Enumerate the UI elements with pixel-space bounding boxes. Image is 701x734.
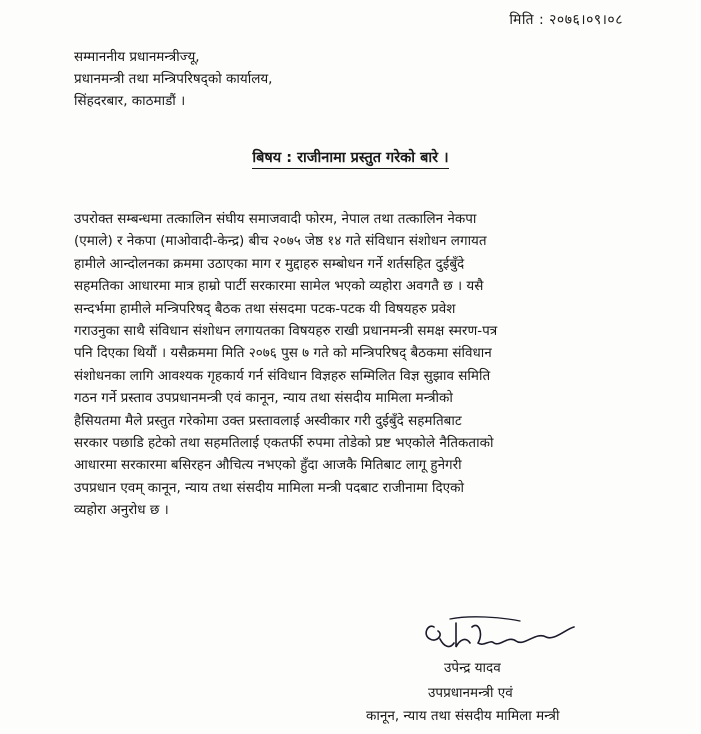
body-line: संशोधनका लागि आवश्यक गृहकार्य गर्न संविधान विज्ञहरु सम्मिलित विज्ञ सुझाव समिति [74,367,491,384]
body-line: सरकार पछाडि हटेको तथा सहमतिलाई एकतर्फी रुपमा तोडेको प्रष्ट भएकोले नैतिकताको [74,435,494,452]
body-line: हामीले आन्दोलनका क्रममा उठाएका माग र मुद्दाहरु सम्बोधन गर्ने शर्तसहित दुईबुँदे [74,255,465,272]
letter-body [74,208,650,522]
letter-date: मिति : २०७६।०९।०८ [509,12,623,28]
address-line: प्रधानमन्त्री तथा मन्त्रिपरिषद्को कार्यालय, [74,71,273,87]
address-line: सम्माननीय प्रधानमन्त्रीज्यू, [74,49,200,65]
signatory-name: उपेन्द्र यादव [444,660,501,676]
letter-subject [0,147,701,167]
signatory-title: उपप्रधानमन्त्री एवं [428,685,513,701]
body-line: हैसियतमा मैले प्रस्तुत गरेकोमा उक्त प्रस्तावलाई अस्वीकार गरी दुईबुँदे सहमतिबाट [74,412,462,429]
body-line: पनि दिएका थियौं । यसैक्रममा मिति २०७६ पुस ७ गते को मन्त्रिपरिषद् बैठकमा संविधान [74,345,492,362]
body-line: आधारमा सरकारमा बसिरहन औचित्य नभएको हुँदा आजकै मितिबाट लागू हुनेगरी [74,457,462,474]
address-line: सिंहदरबार, काठमाडौं । [74,93,186,109]
signatory-title: कानून, न्याय तथा संसदीय मामिला मन्त्री [366,708,560,724]
body-line: सहमतिका आधारमा मात्र हाम्रो पार्टी सरकारमा सामेल भएको व्यहोरा अवगतै छ । यसै [74,278,484,295]
body-line: उपप्रधान एवम् कानून, न्याय तथा संसदीय मामिला मन्त्री पदबाट राजीनामा दिएको [74,479,464,496]
subject-text: बिषय : राजीनामा प्रस्तुत गरेको बारे । [252,150,448,169]
recipient-address [74,46,272,112]
body-line: सन्दर्भमा हामीले मन्त्रिपरिषद् बैठक तथा संसदमा पटक-पटक यी विषयहरु प्रवेश [74,300,456,317]
body-line: (एमाले) र नेकपा (माओवादी-केन्द्र) बीच २०७५ जेष्ठ १४ गते संविधान संशोधन लगायत [74,233,487,250]
body-line: उपरोक्त सम्बन्धमा तत्कालिन संघीय समाजवादी फोरम, नेपाल तथा तत्कालिन नेकपा [74,211,477,227]
body-line: गराउनुका साथै संविधान संशोधन लगायतका विषयहरु राखी प्रधानमन्त्री समक्ष स्मरण-पत्र [74,323,498,340]
body-line: व्यहोरा अनुरोध छ । [74,502,169,519]
body-line: गठन गर्ने प्रस्ताव उपप्रधानमन्त्री एवं कानून, न्याय तथा संसदीय मामिला मन्त्रीको [74,390,453,407]
handwritten-signature [420,613,580,659]
